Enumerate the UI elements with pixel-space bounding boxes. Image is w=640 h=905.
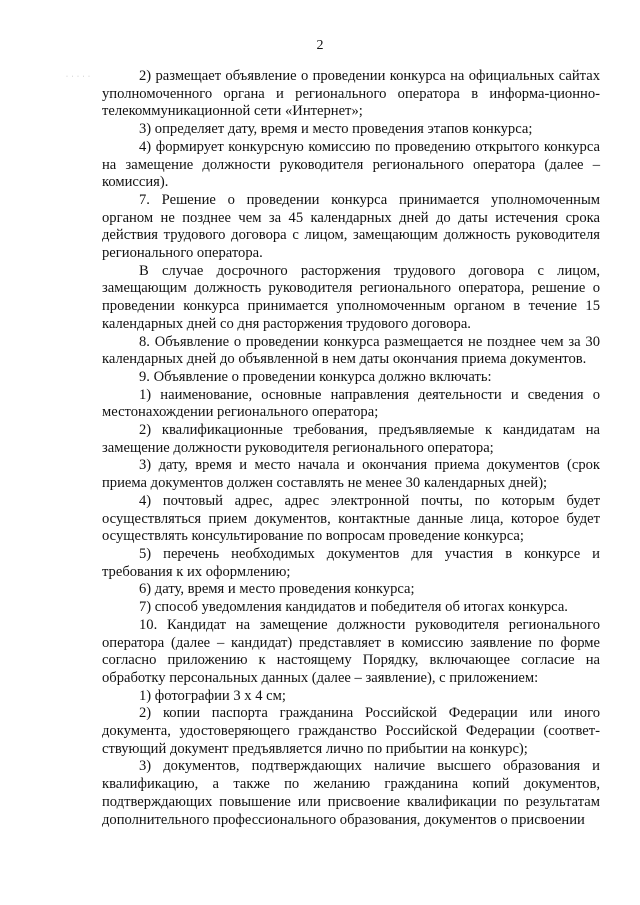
margin-mark: · · · · · [66,74,91,80]
paragraph: 4) формирует конкурсную комиссию по проведению открытого конкурса на замещение должности руководителя регионального оператора (далее – комиссия). [102,138,600,191]
paragraph: 7. Решение о проведении конкурса принимается уполномоченным органом не позднее чем за 45 календарных дней до даты истечения срока действия трудового договора с лицом, замещающим должность руководителя регионального оператора. [102,191,600,262]
paragraph: 3) дату, время и место начала и окончания приема документов (срок приема документов должен составлять не менее 30 календарных дней); [102,457,600,492]
paragraph: 2) квалификационные требования, предъявляемые к кандидатам на замещение должности руководителя регионального оператора; [102,422,600,456]
paragraph: 5) перечень необходимых документов для участия в конкурсе и требования к их оформлению; [102,545,600,580]
paragraph: 7) способ уведомления кандидатов и победителя об итогах конкурса. [139,599,568,616]
paragraph: 9. Объявление о проведении конкурса должно включать: [139,368,492,385]
paragraph: 1) фотографии 3 х 4 см; [139,687,286,704]
paragraph: 10. Кандидат на замещение должности руководителя регионального оператора (далее – кандидат) представляет в комиссию заявление по форме согласно приложению к настоящему Порядку, включающее согласие на обработку персональных данных (далее – заявление), с приложением: [102,616,600,686]
paragraph: 2) размещает объявление о проведении конкурса на официальных сайтах уполномоченного органа и регионального оператора в информа-ционно-телекоммуникационной сети «Интернет»; [102,68,600,120]
paragraph: 8. Объявление о проведении конкурса размещается не позднее чем за 30 календарных дней до объявленной в нем даты окончания приема документов. [102,333,600,368]
page-number: 2 [316,38,324,53]
paragraph: 2) копии паспорта гражданина Российской Федерации или иного документа, удостоверяющего гражданство Российской Федерации (соответ-ствующий документ предъявляется лично по прибытии на конкурс); [102,705,600,757]
paragraph: 3) документов, подтверждающих наличие высшего образования и квалификацию, а также по желанию гражданина копий документов, подтверждающих повышение или присвоение квалификации по результатам дополнительного профессионального образования, документов о присвоении [102,758,600,828]
paragraph: 6) дату, время и место проведения конкурса; [139,581,415,598]
body-text [102,68,600,829]
paragraph: 4) почтовый адрес, адрес электронной почты, по которым будет осуществляться прием документов, контактные данные лица, которое будет осуществлять консультирование по вопросам проведение конкурса; [102,492,600,545]
paragraph: 3) определяет дату, время и место проведения этапов конкурса; [139,121,533,138]
paragraph: 1) наименование, основные направления деятельности и сведения о местонахождении регионального оператора; [102,386,600,421]
paragraph: В случае досрочного расторжения трудового договора с лицом, замещающим должность руководителя регионального оператора, решение о проведении конкурса принимается уполномоченным органом в течение 15 календарных дней со дня расторжения трудового договора. [102,262,600,332]
